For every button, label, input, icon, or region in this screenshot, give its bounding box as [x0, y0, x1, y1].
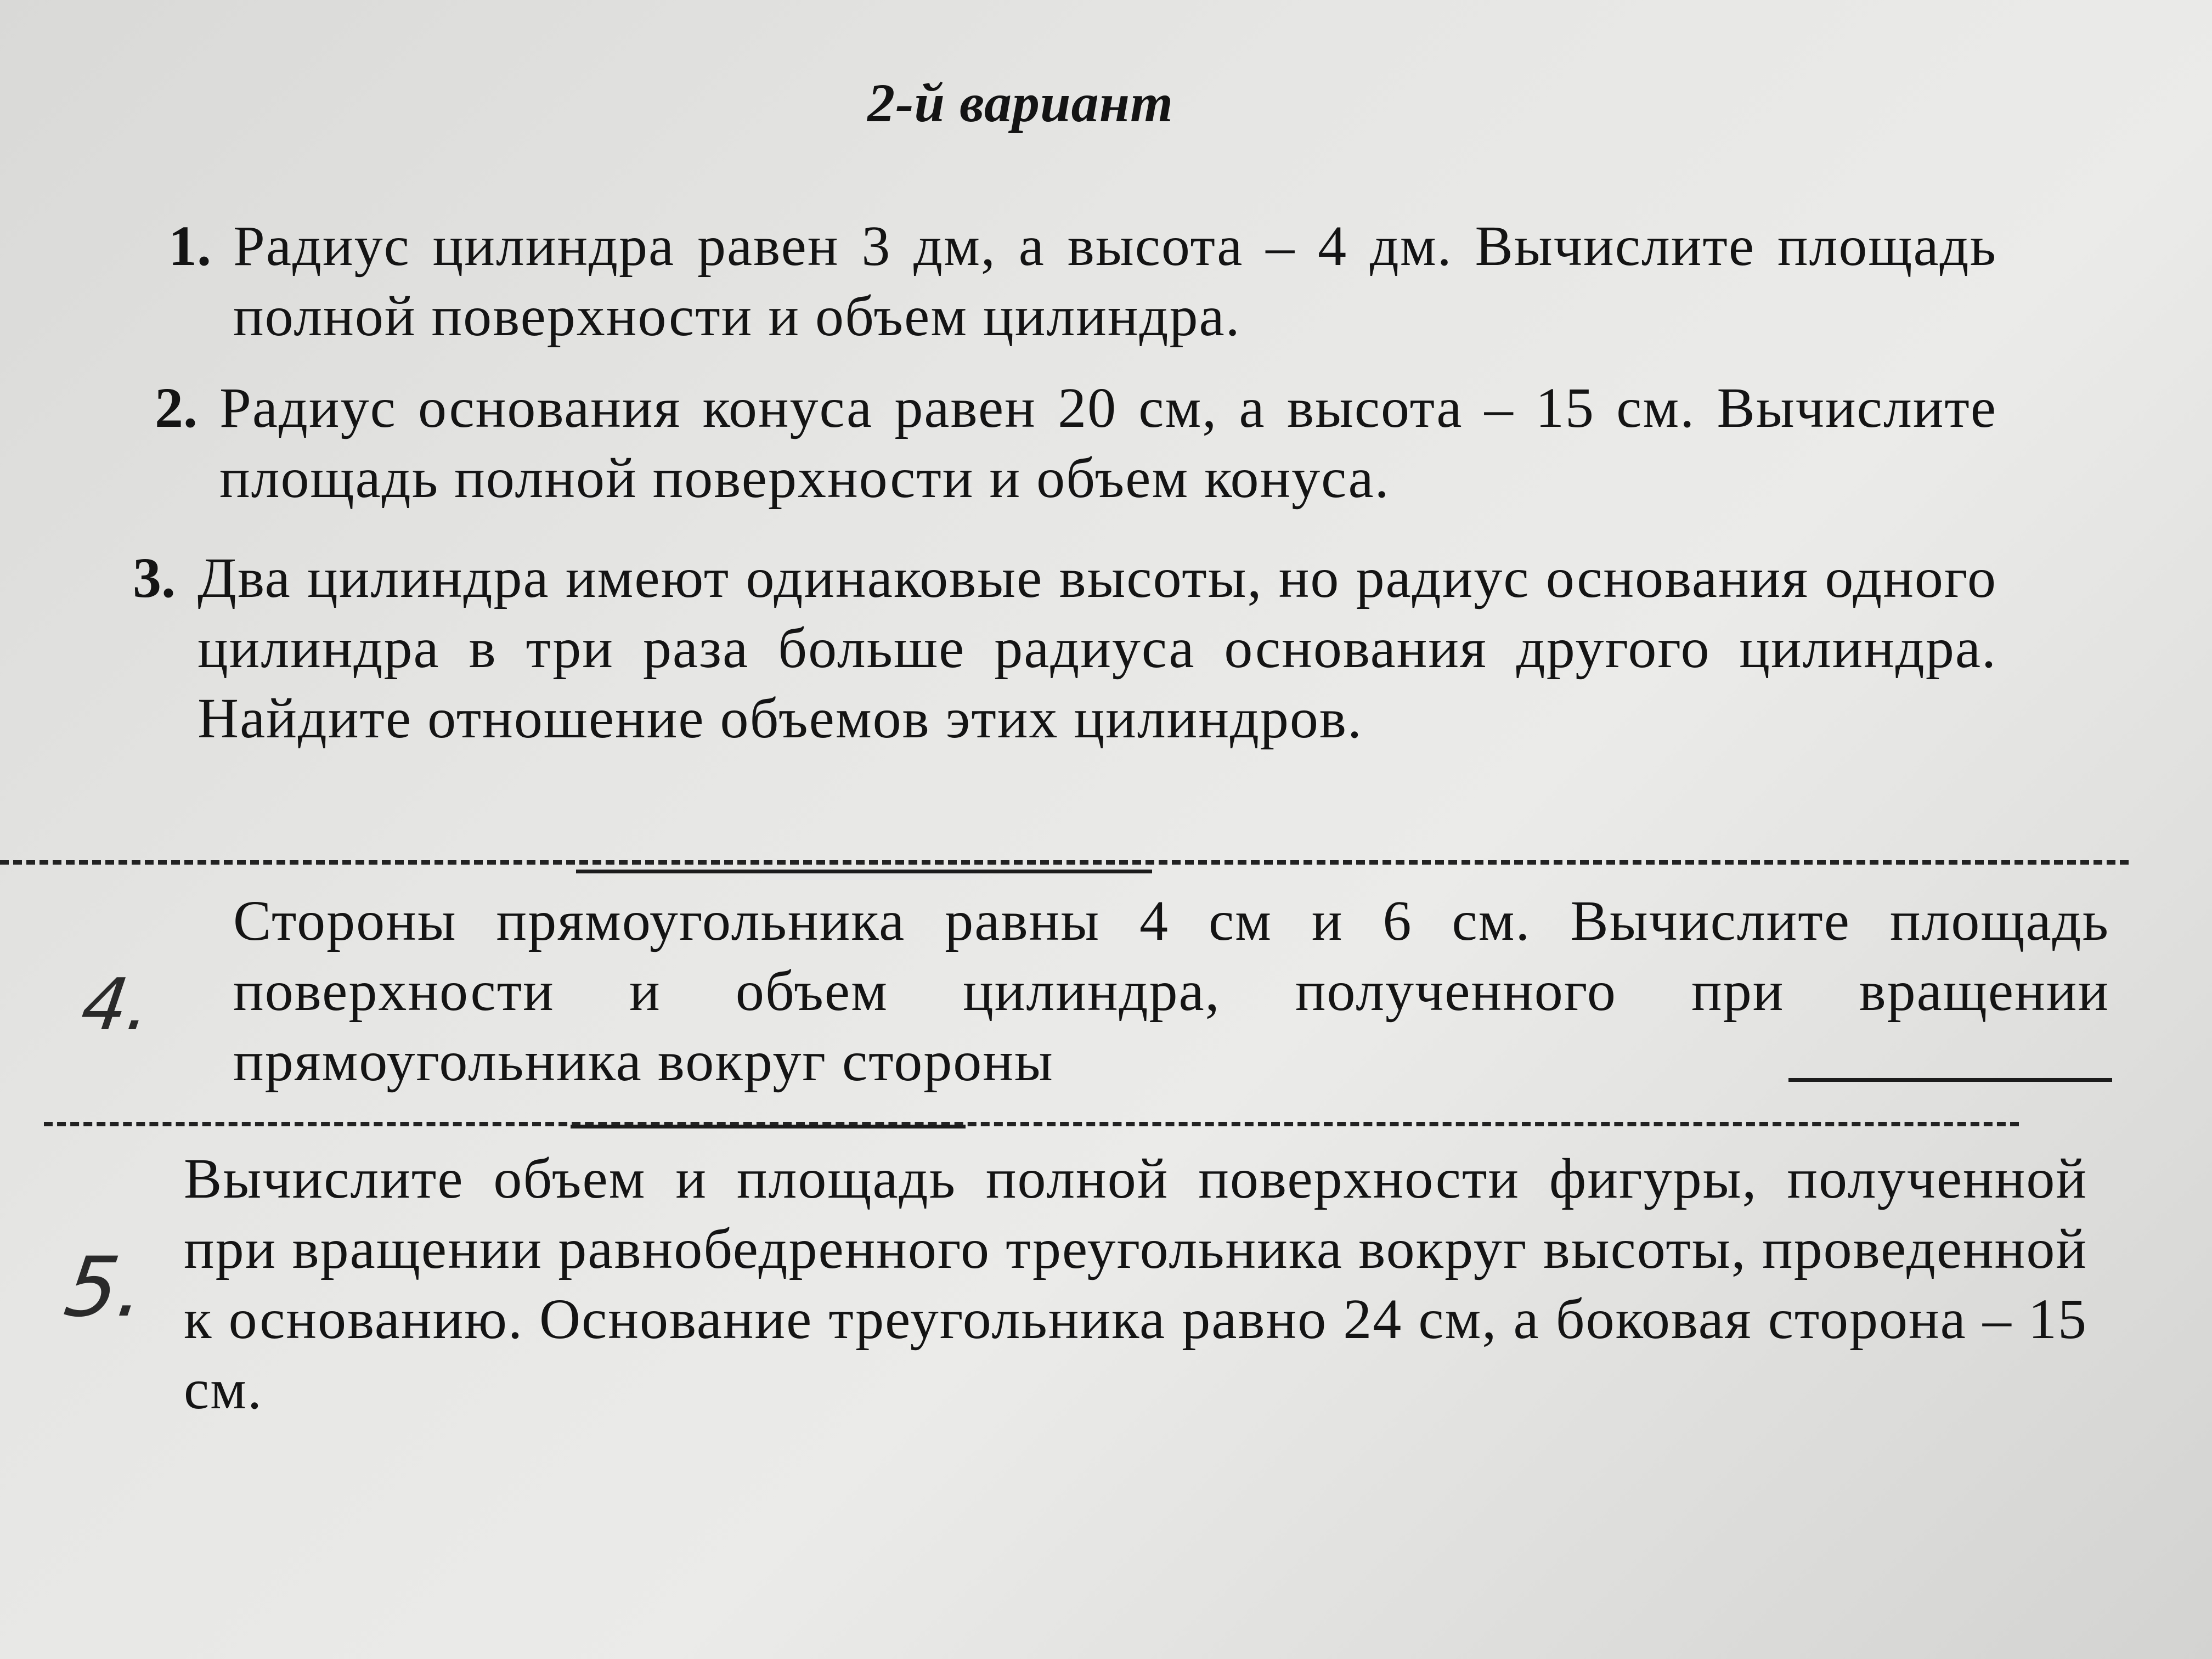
task-3-text: Два цилиндра имеют одинаковые высоты, но радиус основания одного цилиндра в три раза больше радиуса основания другого цилиндра. Найдите отношение объемов этих цилиндров.: [198, 546, 1997, 750]
task-1-text: Радиус цилиндра равен 3 дм, а высота – 4 дм. Вычислите площадь полной поверхности и объем цилиндра.: [233, 215, 1997, 348]
cut-line-bottom-solid: [571, 1125, 966, 1128]
task-5-handwritten-number: 5.: [59, 1240, 151, 1335]
task-1-number: 1.: [168, 215, 211, 278]
task-2-number: 2.: [155, 376, 198, 439]
task-4-blank-line: [1788, 1078, 2112, 1082]
page-title: 2-й вариант: [867, 72, 1173, 133]
task-3-number: 3.: [133, 546, 176, 610]
task-1: [168, 211, 1997, 352]
cut-line-top-solid: [576, 870, 1152, 873]
task-4: [233, 886, 2109, 1097]
task-4-handwritten-number: 4.: [76, 963, 156, 1046]
task-5-text: Вычислите объем и площадь полной поверхности фигуры, полученной при вращении равнобедренного треугольника вокруг высоты, проведенной к основанию. Основание треугольника равно 24 см, а боковая сторона – 15 см.: [184, 1147, 2087, 1421]
task-2: [155, 373, 1997, 514]
task-4-text: Стороны прямоугольника равны 4 см и 6 см. Вычислите площадь поверхности и объем цилиндра, полученного при вращении прямоугольника вокруг стороны: [233, 889, 2109, 1093]
task-3: [133, 543, 1997, 754]
task-2-text: Радиус основания конуса равен 20 см, а высота – 15 см. Вычислите площадь полной поверхности и объем конуса.: [219, 376, 1997, 510]
task-5: [184, 1144, 2087, 1425]
cut-line-bottom: [44, 1122, 2019, 1126]
cut-line-top: [0, 860, 2129, 865]
